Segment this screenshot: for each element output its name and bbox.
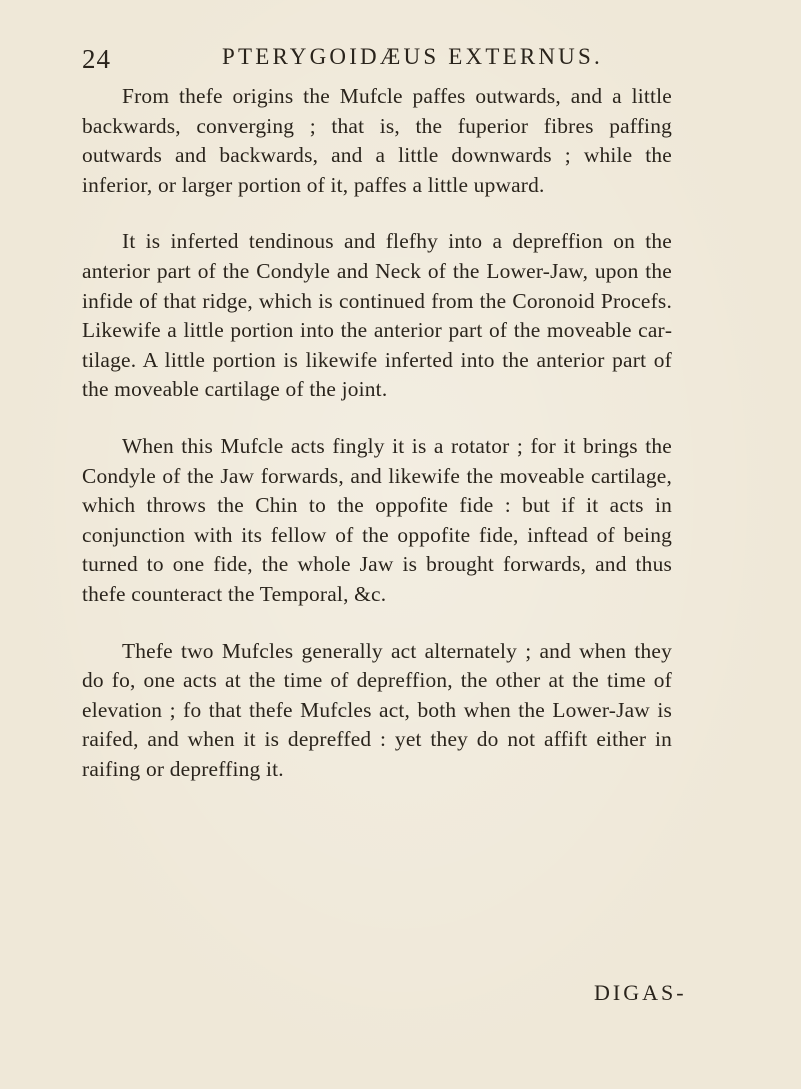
running-head [0, 34, 801, 74]
catchword: DIGAS- [594, 980, 687, 1005]
page-number: 24 [82, 44, 111, 74]
paragraph-action: When this Mufcle acts fingly it is a rotator ; for it brings the Condyle of the Jaw forwards, and likewife the moveable cartilage, which throws the Chin to the oppofite fide : but if it acts in conjunction with its fellow of the oppofite fide, inftead of being turned to one fide, the whole Jaw is brought forwards, and thus thefe counteract the Temporal, &c. [82, 433, 672, 606]
paragraph-insertion: It is inferted tendinous and flefhy into a depreffion on the anterior part of the Condyle and Neck of the Lower-Jaw, upon the infide of that ridge, which is continued from the Coronoid Procefs. Likewife a little portion into the anterior part of the moveable cartilage. A little portion is likewife inferted into the anterior part of the moveable cartilage of the joint. [82, 229, 672, 402]
paragraph-origins: From thefe origins the Mufcle paffes outwards, and a little backwards, converging ; that is, the fuperior fibres paffing outwards and backwards, and a little downwards ; while the inferior, or larger portion of it, paffes a little upward. [82, 84, 672, 197]
paragraph-alternation: Thefe two Mufcles generally act alternately ; and when they do fo, one acts at the time of depreffion, the other at the time of elevation ; fo that thefe Mufcles act, both when the Lower-Jaw is raifed, and when it is depreffed : yet they do not affift either in raifing or depreffing it. [82, 638, 672, 781]
text-body [82, 82, 672, 811]
running-title: PTERYGOIDÆUS EXTERNUS. [222, 44, 603, 69]
